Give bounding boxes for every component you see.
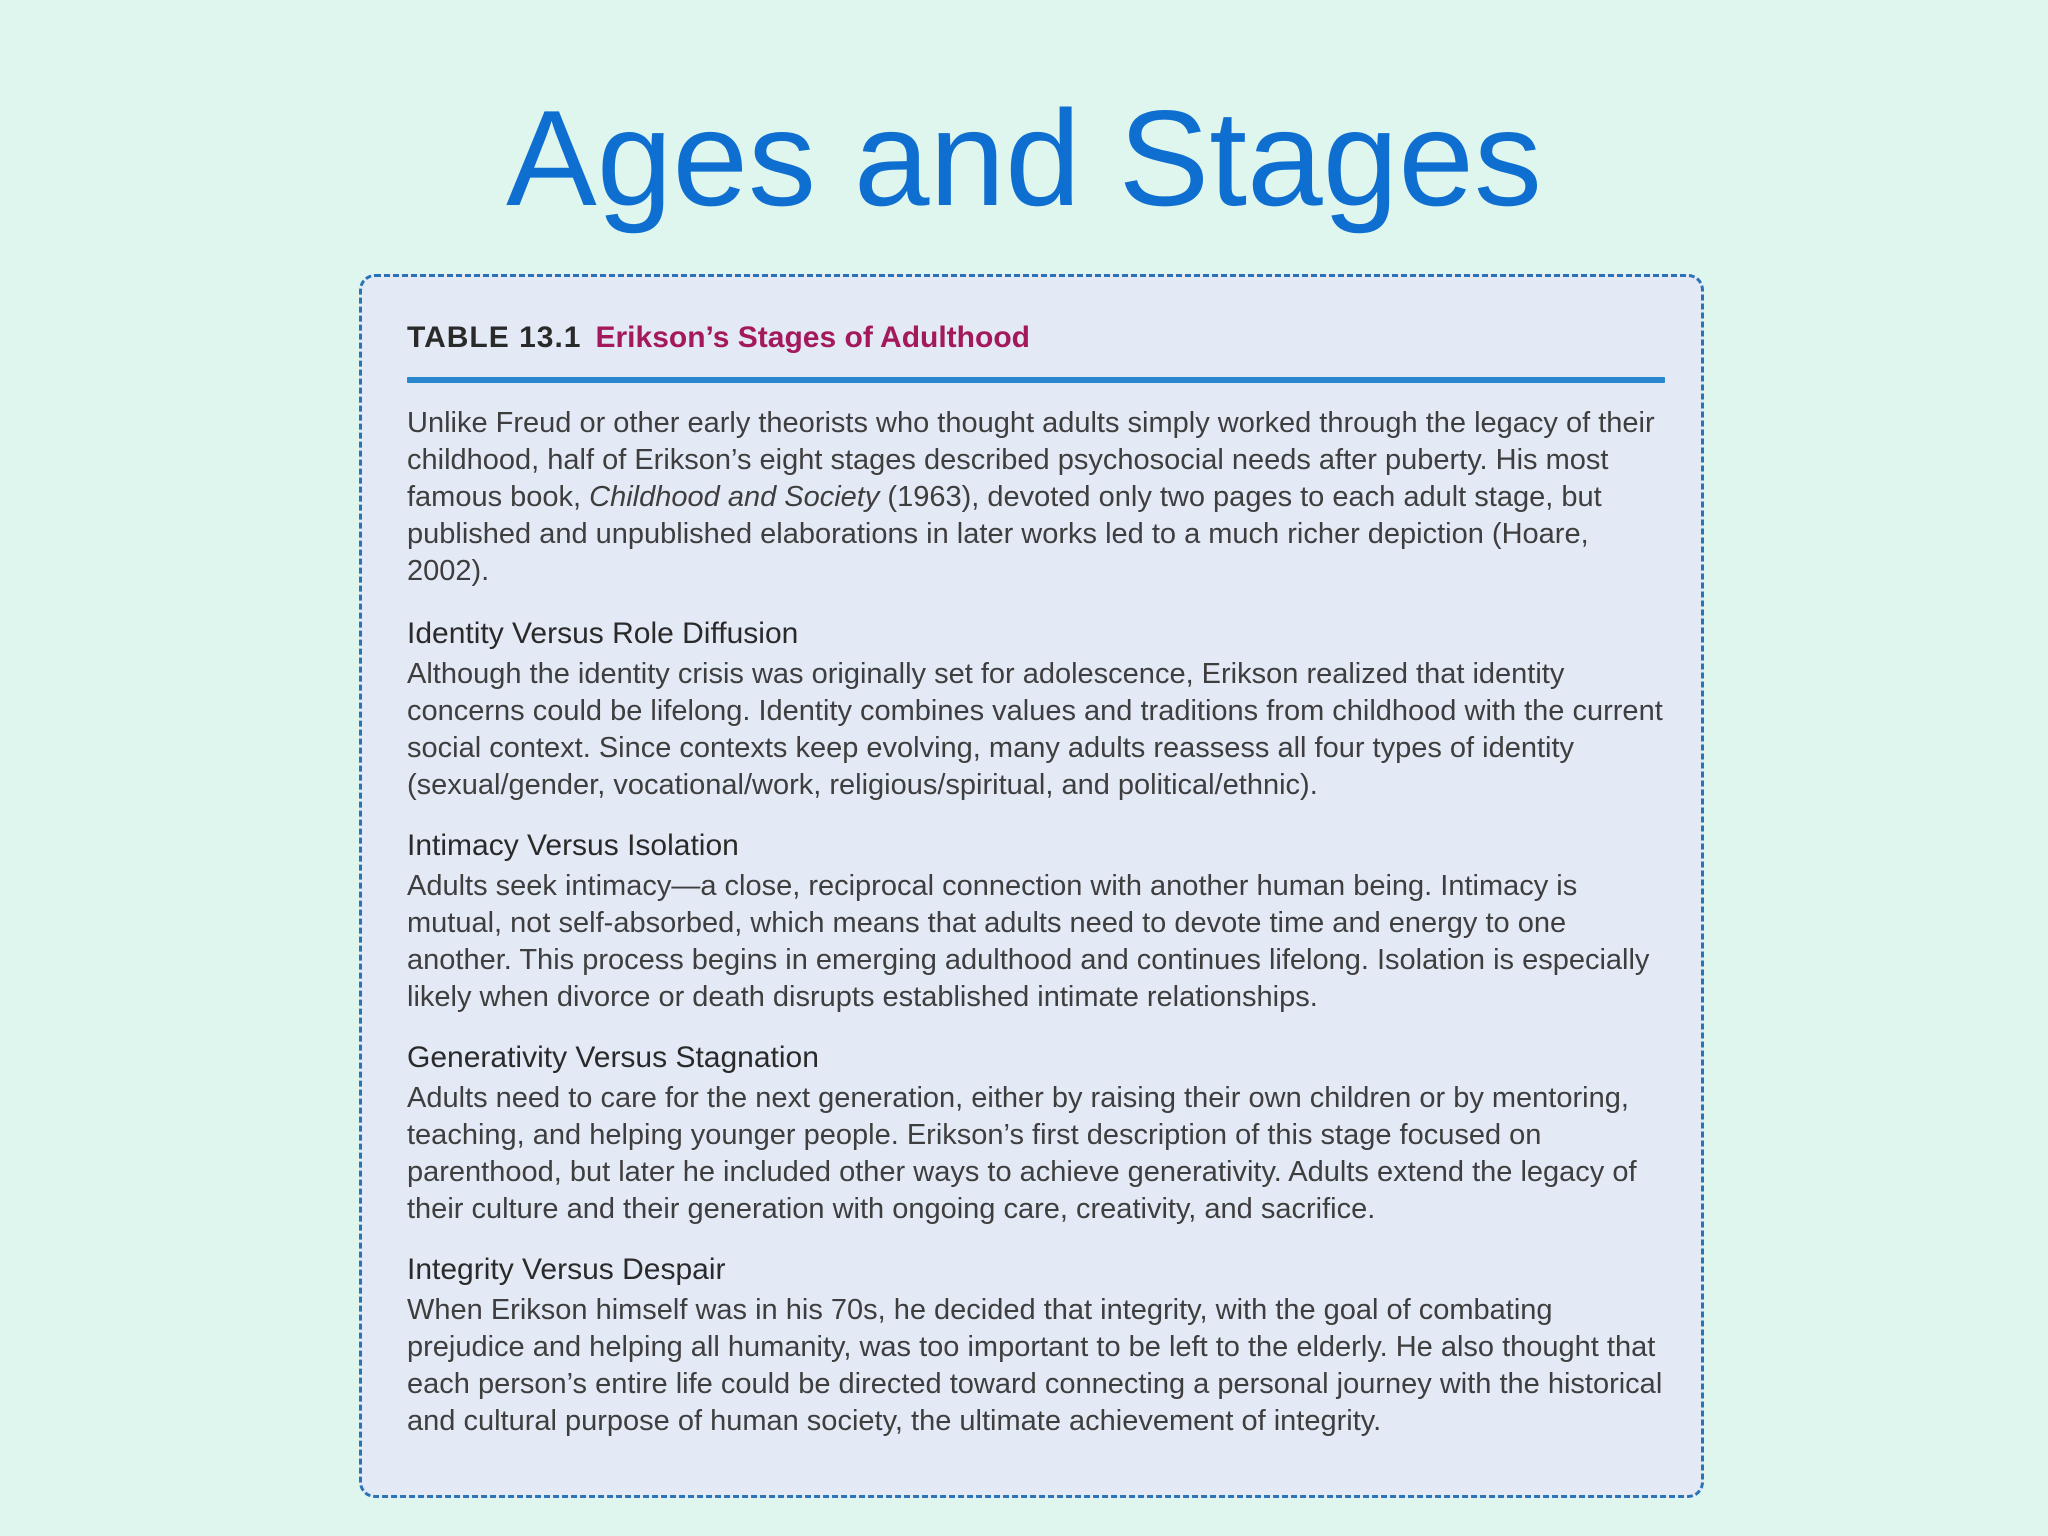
- stage-intimacy: [407, 826, 1665, 1016]
- stage-generativity: [407, 1038, 1665, 1228]
- stage-description: Although the identity crisis was originally set for adolescence, Erikson realized that identity concerns could be lifelong. Identity combines values and traditions from childhood with the current social context. Since contexts keep evolving, many adults reassess all four types of identity (sexual/gender, vocational/work, religious/spiritual, and political/ethnic).: [407, 658, 1663, 801]
- intro-text-before: Unlike Freud or other early theorists who thought adults simply worked through the legacy of their childhood, half of Erikson’s eight stages described psychosocial needs after puberty. His most famous book,: [407, 407, 1655, 513]
- stage-description: When Erikson himself was in his 70s, he decided that integrity, with the goal of combating prejudice and helping all humanity, was too important to be left to the elderly. He also thought that each person’s entire life could be directed toward connecting a personal journey with the historical and cultural purpose of human society, the ultimate achievement of integrity.: [407, 1294, 1663, 1437]
- stage-identity: [407, 614, 1665, 804]
- table-number: TABLE 13.1: [407, 321, 582, 354]
- stage-description: Adults seek intimacy—a close, reciprocal connection with another human being. Intimacy is mutual, not self-absorbed, which means that adults need to devote time and energy to one another. This process begins in emerging adulthood and continues lifelong. Isolation is especially likely when divorce or death disrupts established intimate relationships.: [407, 870, 1650, 1013]
- stage-heading: Identity Versus Role Diffusion: [407, 617, 799, 650]
- stage-heading: Generativity Versus Stagnation: [407, 1041, 819, 1074]
- table-caption: Erikson’s Stages of Adulthood: [595, 321, 1030, 354]
- table-intro: [407, 405, 1665, 590]
- slide-title: Ages and Stages: [506, 82, 1542, 234]
- book-title: Childhood and Society: [589, 481, 880, 513]
- stage-heading: Intimacy Versus Isolation: [407, 829, 739, 862]
- table-content: [407, 319, 1665, 1462]
- stage-integrity: [407, 1250, 1665, 1440]
- table-header-rule: [407, 377, 1665, 383]
- intro-text-after: (1963), devoted only two pages to each adult stage, but published and unpublished elaborations in later works led to a much richer depiction (Hoare, 2002).: [407, 481, 1602, 587]
- stage-description: Adults need to care for the next generation, either by raising their own children or by mentoring, teaching, and helping younger people. Erikson’s first description of this stage focused on parenthood, but later he included other ways to achieve generativity. Adults extend the legacy of their culture and their generation with ongoing care, creativity, and sacrifice.: [407, 1082, 1637, 1225]
- table-header: [407, 319, 1665, 357]
- table-box: [359, 274, 1704, 1498]
- stage-heading: Integrity Versus Despair: [407, 1253, 726, 1286]
